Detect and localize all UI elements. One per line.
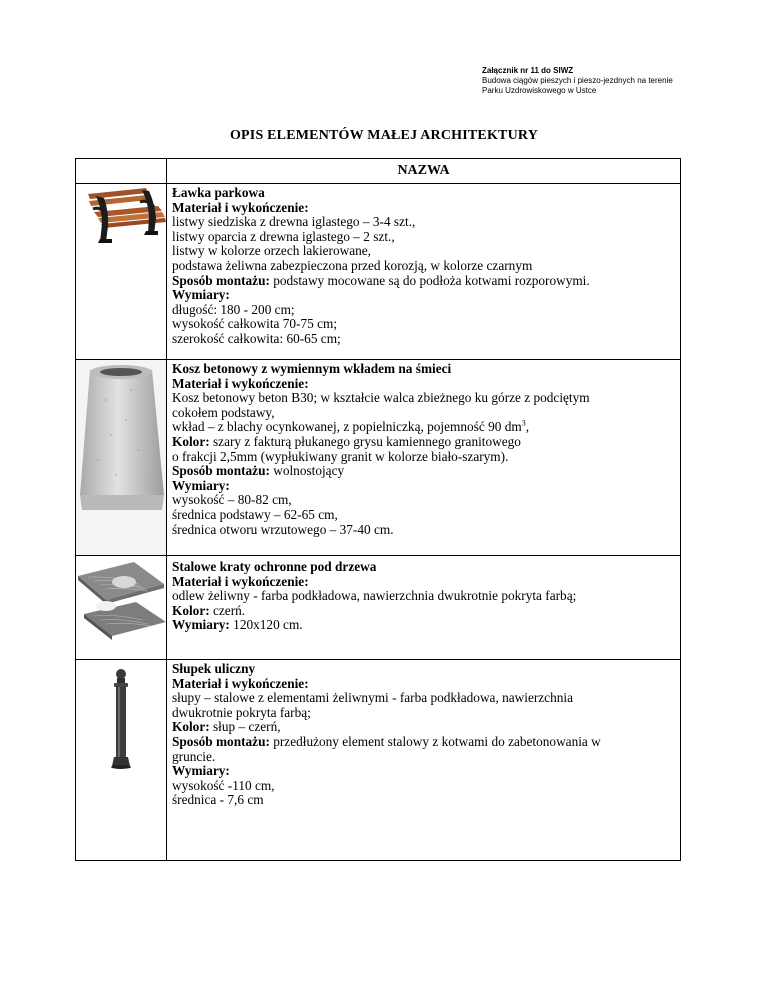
material-label: Materiał i wykończenie: xyxy=(172,199,309,215)
item-name: Kosz betonowy z wymiennym wkładem na śmieci xyxy=(172,361,452,376)
item-name: Stalowe kraty ochronne pod drzewa xyxy=(172,559,377,574)
dims-label: Wymiary: xyxy=(172,617,230,633)
document-title: OPIS ELEMENTÓW MAŁEJ ARCHITEKTURY xyxy=(229,128,539,143)
table-row xyxy=(76,660,680,861)
dims-label: Wymiary: xyxy=(172,287,230,303)
mount-label: Sposób montażu: xyxy=(172,272,270,288)
material-line: podstawa żeliwna zabezpieczona przed korozją, w kolorze czarnym xyxy=(172,257,533,273)
color-line xyxy=(172,720,676,735)
dims-label: Wymiary: xyxy=(172,763,230,779)
dims-line: wysokość -110 cm, xyxy=(172,777,275,793)
mount-text: wolnostojący xyxy=(269,463,345,479)
dims-line xyxy=(172,618,676,633)
dims-label: Wymiary: xyxy=(172,477,230,493)
table-row xyxy=(76,360,680,556)
bin-description xyxy=(172,362,676,537)
tree-grate-image xyxy=(76,556,166,659)
concrete-bin-image xyxy=(76,360,166,555)
color-line xyxy=(172,604,676,619)
annex-line-2: Parku Uzdrowiskowego w Ustce xyxy=(482,86,597,95)
material-line: Kosz betonowy beton B30; w kształcie walca zbieżnego ku górze z podciętym xyxy=(172,390,590,406)
color-label: Kolor: xyxy=(172,719,210,735)
bollard-description xyxy=(172,662,676,808)
mount-label: Sposób montażu: xyxy=(172,733,270,749)
dims-line: wysokość – 80-82 cm, xyxy=(172,492,292,508)
color-text: szary z fakturą płukanego grysu kamiennego granitowego xyxy=(209,433,521,449)
dims-line: średnica otworu wrzutowego – 37-40 cm. xyxy=(172,521,394,537)
material-line: słupy – stalowe z elementami żeliwnymi - farba podkładowa, nawierzchnia xyxy=(172,690,573,706)
mount-text: podstawy mocowane są do podłoża kotwami rozporowymi. xyxy=(269,272,590,288)
elements-table xyxy=(75,158,681,861)
bench-description xyxy=(172,186,676,347)
color-line-2: o frakcji 2,5mm (wypłukiwany granit w kolorze biało-szarym). xyxy=(172,448,509,464)
mount-line xyxy=(172,735,676,750)
color-text: słup – czerń, xyxy=(209,719,281,735)
annex-header xyxy=(482,66,742,96)
annex-title: Załącznik nr 11 do SIWZ xyxy=(482,66,574,75)
material-line: cokołem podstawy, xyxy=(172,404,275,420)
material-label: Materiał i wykończenie: xyxy=(172,375,309,391)
mount-label: Sposób montażu: xyxy=(172,463,270,479)
item-name: Ławka parkowa xyxy=(172,185,265,200)
material-line: listwy oparcia z drewna iglastego – 2 szt., xyxy=(172,228,395,244)
material-label: Materiał i wykończenie: xyxy=(172,675,309,691)
bollard-image xyxy=(76,660,166,861)
mount-line xyxy=(172,274,676,289)
material-label: Materiał i wykończenie: xyxy=(172,573,309,589)
mount-text: przedłużony element stalowy z kotwami do zabetonowania w xyxy=(269,733,601,749)
material-line: listwy siedziska z drewna iglastego – 3-4 szt., xyxy=(172,214,416,230)
dims-text: 120x120 cm. xyxy=(229,617,303,633)
annex-line-1: Budowa ciągów pieszych i pieszo-jezdnych na terenie xyxy=(482,76,673,85)
mount-line xyxy=(172,464,676,479)
color-line xyxy=(172,435,676,450)
insert-line: wkład – z blachy ocynkowanej, z popielniczką, pojemność 90 $dm^3$, xyxy=(172,418,530,435)
material-line: listwy w kolorze orzech lakierowane, xyxy=(172,243,372,259)
item-name: Słupek uliczny xyxy=(172,661,256,676)
table-row xyxy=(76,184,680,360)
dims-line: wysokość całkowita 70-75 cm; xyxy=(172,316,338,332)
mount-line-2: gruncie. xyxy=(172,748,216,764)
dims-line: długość: 180 - 200 cm; xyxy=(172,301,295,317)
dims-line: średnica - 7,6 cm xyxy=(172,792,264,808)
tree-grate-description xyxy=(172,560,676,633)
table-header-row xyxy=(76,159,680,184)
color-label: Kolor: xyxy=(172,433,210,449)
material-line: dwukrotnie pokryta farbą; xyxy=(172,704,311,720)
color-label: Kolor: xyxy=(172,602,210,618)
dims-line: średnica podstawy – 62-65 cm, xyxy=(172,506,338,522)
dims-line: szerokość całkowita: 60-65 cm; xyxy=(172,330,341,346)
material-line: odlew żeliwny - farba podkładowa, nawierzchnia dwukrotnie pokryta farbą; xyxy=(172,588,577,604)
table-row xyxy=(76,556,680,660)
column-header-name: NAZWA xyxy=(397,163,450,178)
bench-image xyxy=(76,184,166,359)
color-text: czerń. xyxy=(209,602,246,618)
